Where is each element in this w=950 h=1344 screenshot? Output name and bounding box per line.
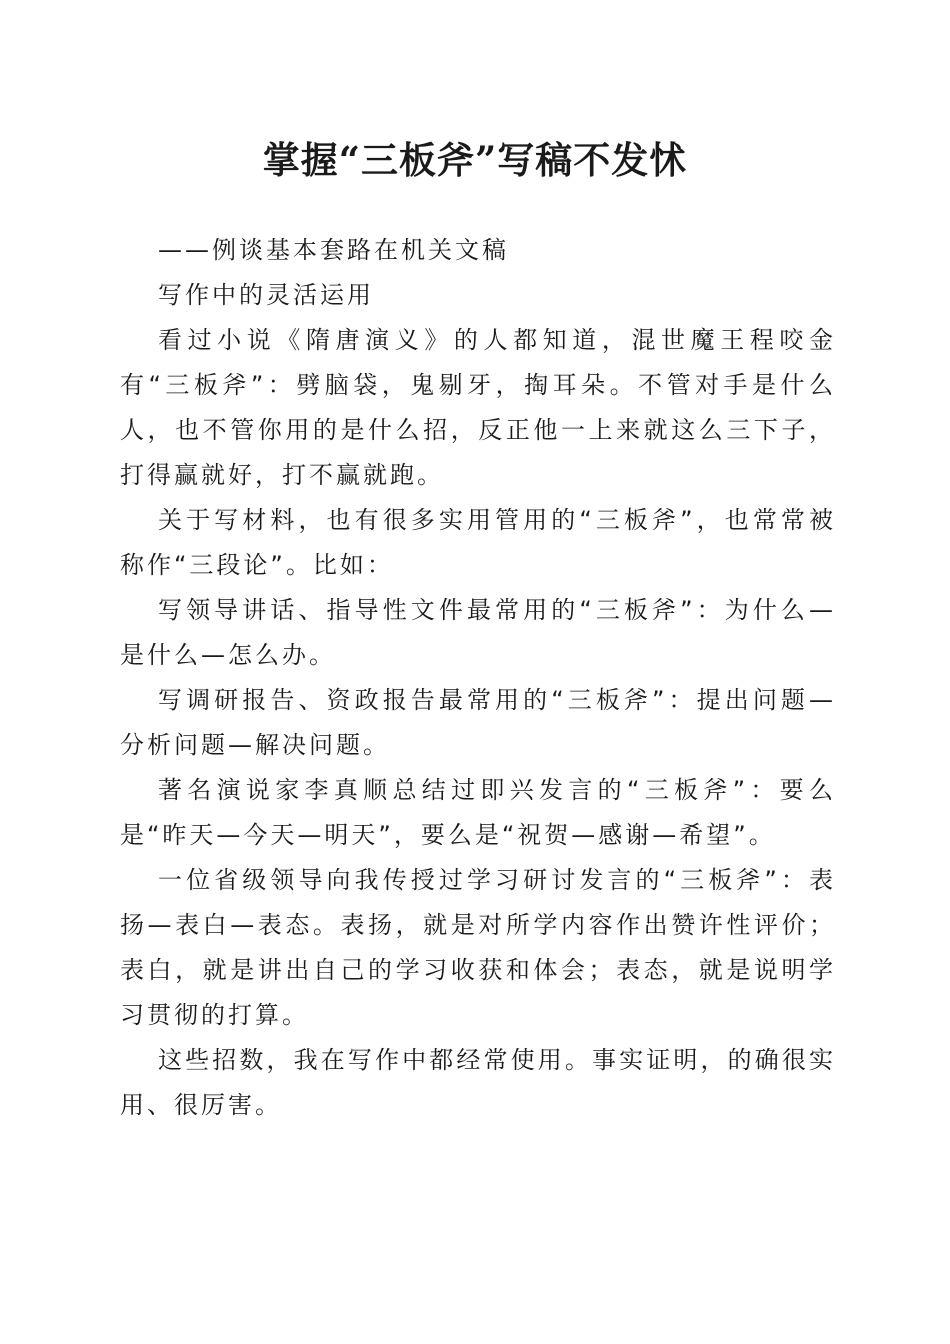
paragraph: 著名演说家李真顺总结过即兴发言的“三板斧”：要么是“昨天—今天—明天”，要么是“祝贺—感谢—希望”。 [120,776,836,849]
document-title: 掌握“三板斧”写稿不发怵 [262,138,688,182]
paragraph: 关于写材料，也有很多实用管用的“三板斧”，也常常被称作“三段论”。比如： [120,506,836,579]
subtitle-line-2: 写作中的灵活运用 [158,281,374,309]
paragraph: 这些招数，我在写作中都经常使用。事实证明，的确很实用、很厉害。 [120,1046,836,1119]
paragraph: 一位省级领导向我传授过学习研讨发言的“三板斧”：表扬—表白—表态。表扬，就是对所学内容作出赞许性评价；表白，就是讲出自己的学习收获和体会；表态，就是说明学习贯彻的打算。 [120,866,836,1029]
document-body [120,228,836,1128]
paragraph: 看过小说《隋唐演义》的人都知道，混世魔王程咬金有“三板斧”：劈脑袋，鬼剔牙，掏耳朵。不管对手是什么人，也不管你用的是什么招，反正他一上来就这么三下子，打得赢就好，打不赢就跑。 [120,326,836,489]
subtitle-line-1: ——例谈基本套路在机关文稿 [158,236,509,264]
paragraph: 写领导讲话、指导性文件最常用的“三板斧”：为什么—是什么—怎么办。 [120,596,836,669]
paragraph: 写调研报告、资政报告最常用的“三板斧”：提出问题—分析问题—解决问题。 [120,686,836,759]
